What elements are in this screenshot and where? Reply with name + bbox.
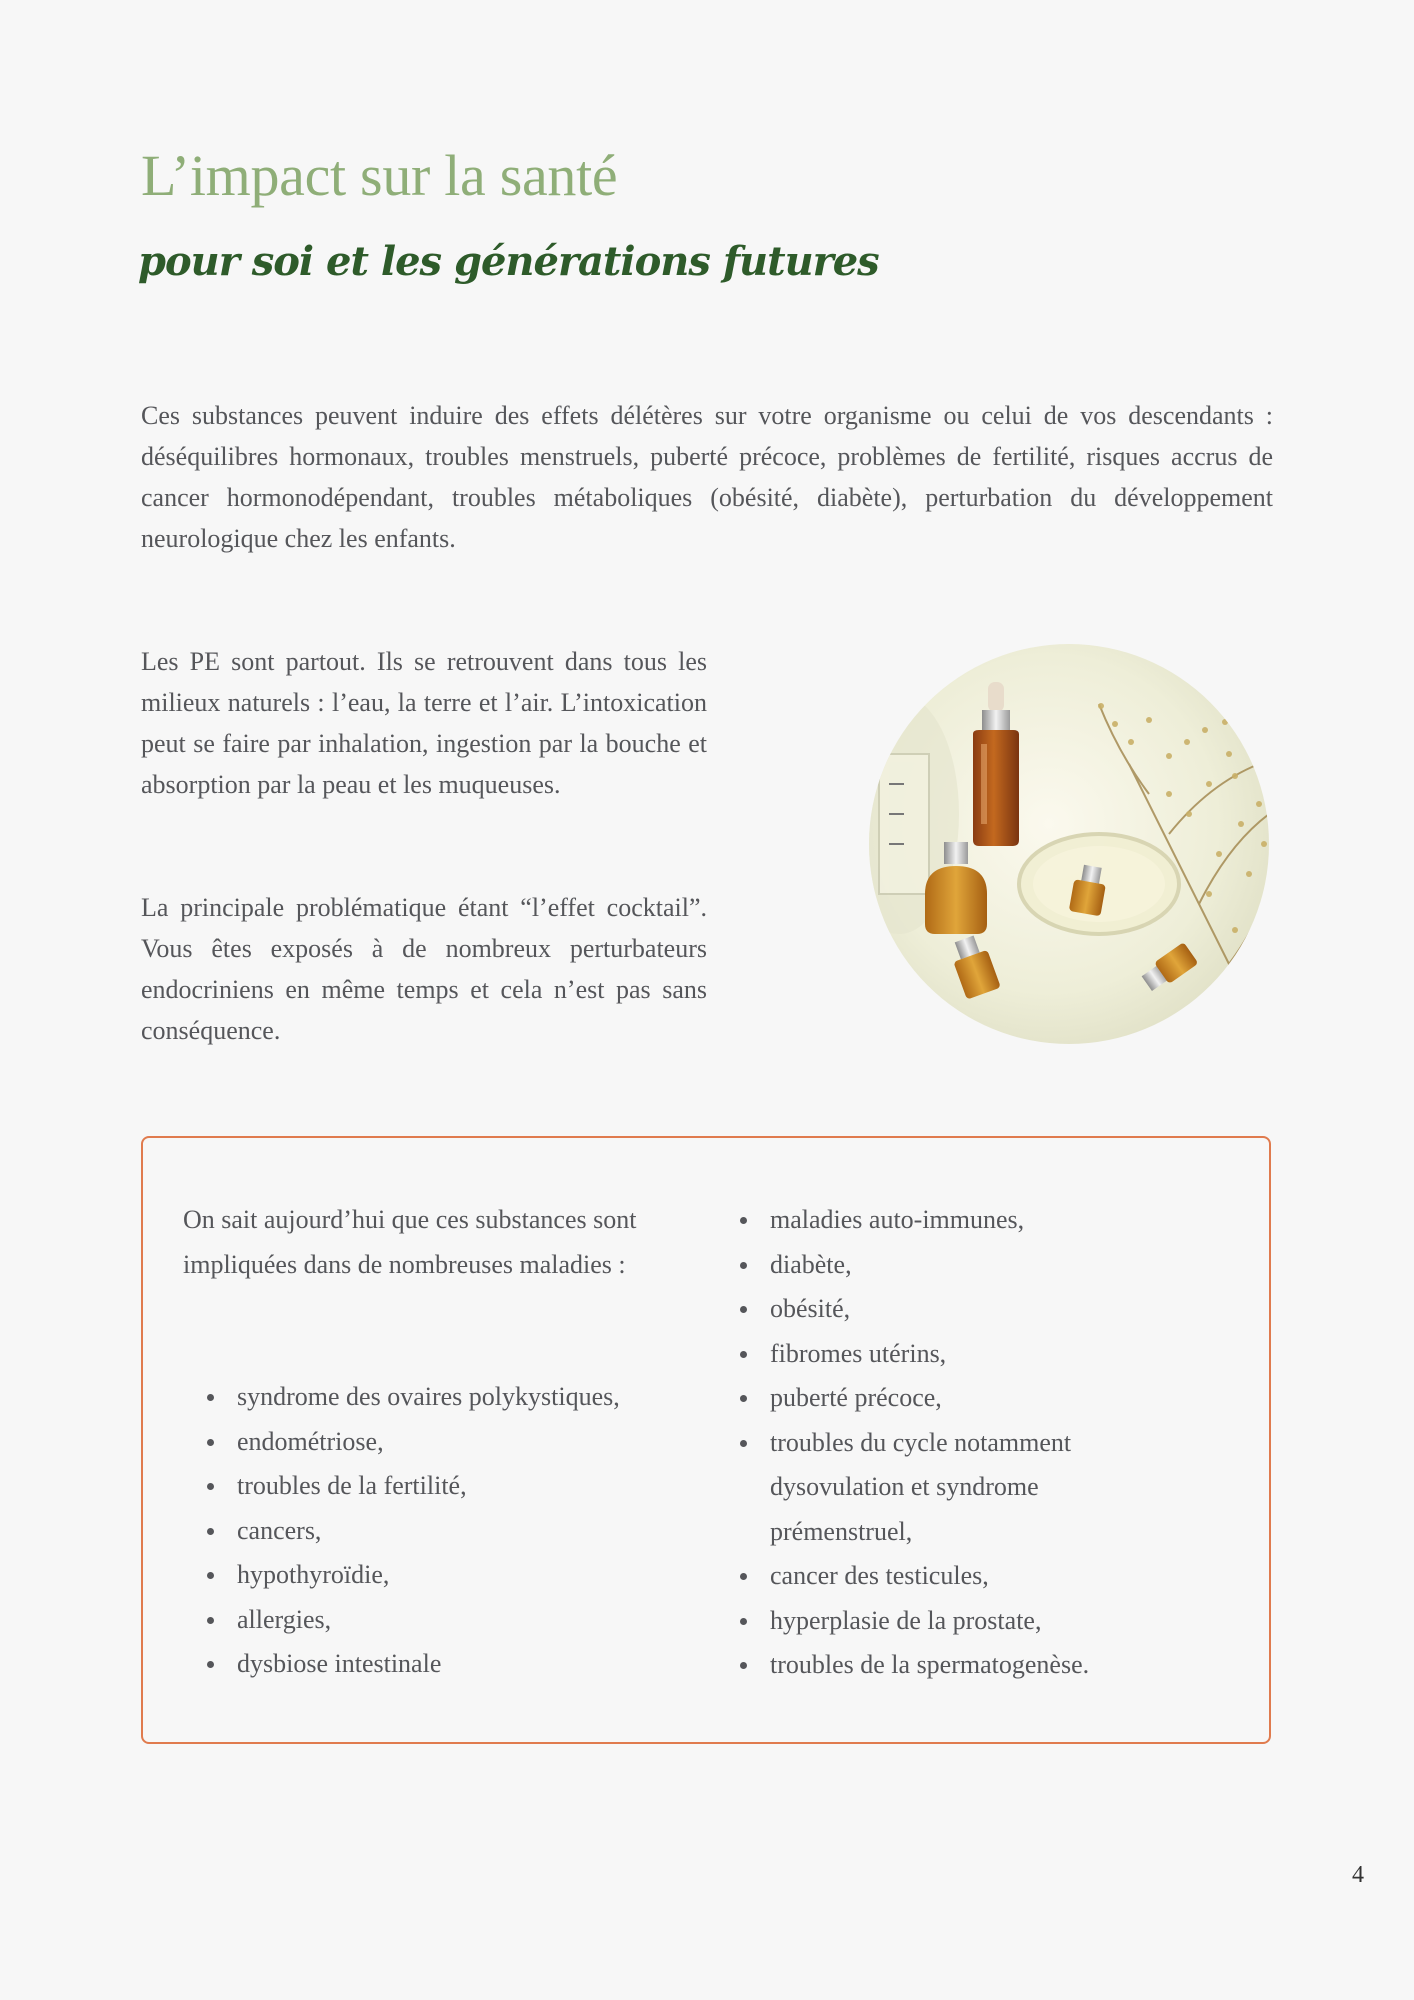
page-title: L’impact sur la santé	[141, 143, 618, 208]
page-number: 4	[1352, 1862, 1364, 1888]
list-item: dysbiose intestinale	[205, 1642, 725, 1687]
intro-paragraph: Ces substances peuvent induire des effets délétères sur votre organisme ou celui de vos descendants : déséquilibres hormonaux, troubles menstruels, puberté précoce, problèmes de fertilité, risques accrus de cancer hormonodépendant, troubles métaboliques (obésité, diabète), perturbation du développement neurologique chez les enfants.	[141, 401, 1273, 553]
pe-paragraph-2: La principale problématique étant “l’effet cocktail”. Vous êtes exposés à de nombreux perturbateurs endocriniens en même temps et cela n’est pas sans conséquence.	[141, 893, 707, 1045]
list-item: troubles du cycle notamment dysovulation et syndrome prémenstruel,	[738, 1421, 1168, 1555]
diseases-list-right	[738, 1198, 1168, 1688]
list-item: puberté précoce,	[738, 1376, 1168, 1421]
list-item: fibromes utérins,	[738, 1332, 1168, 1377]
page-subtitle: pour soi et les générations futures	[138, 238, 879, 285]
list-item: cancer des testicules,	[738, 1554, 1168, 1599]
diseases-list-left	[205, 1375, 725, 1687]
list-item: hypothyroïdie,	[205, 1553, 725, 1598]
pe-paragraph-1: Les PE sont partout. Ils se retrouvent dans tous les milieux naturels : l’eau, la terre et l’air. L’intoxication peut se faire par inhalation, ingestion par la bouche et absorption par la peau et les muqueuses.	[141, 647, 707, 799]
diseases-intro: On sait aujourd’hui que ces substances sont impliquées dans de nombreuses maladies :	[183, 1205, 637, 1279]
list-item: maladies auto-immunes,	[738, 1198, 1168, 1243]
list-item: endométriose,	[205, 1420, 725, 1465]
essential-oil-bottles-photo	[869, 644, 1269, 1044]
list-item: troubles de la fertilité,	[205, 1464, 725, 1509]
list-item: cancers,	[205, 1509, 725, 1554]
list-item: allergies,	[205, 1598, 725, 1643]
list-item: hyperplasie de la prostate,	[738, 1599, 1168, 1644]
list-item: syndrome des ovaires polykystiques,	[205, 1375, 725, 1420]
list-item: troubles de la spermatogenèse.	[738, 1643, 1168, 1688]
list-item: obésité,	[738, 1287, 1168, 1332]
photo-illustration	[869, 644, 1269, 1044]
list-item: diabète,	[738, 1243, 1168, 1288]
